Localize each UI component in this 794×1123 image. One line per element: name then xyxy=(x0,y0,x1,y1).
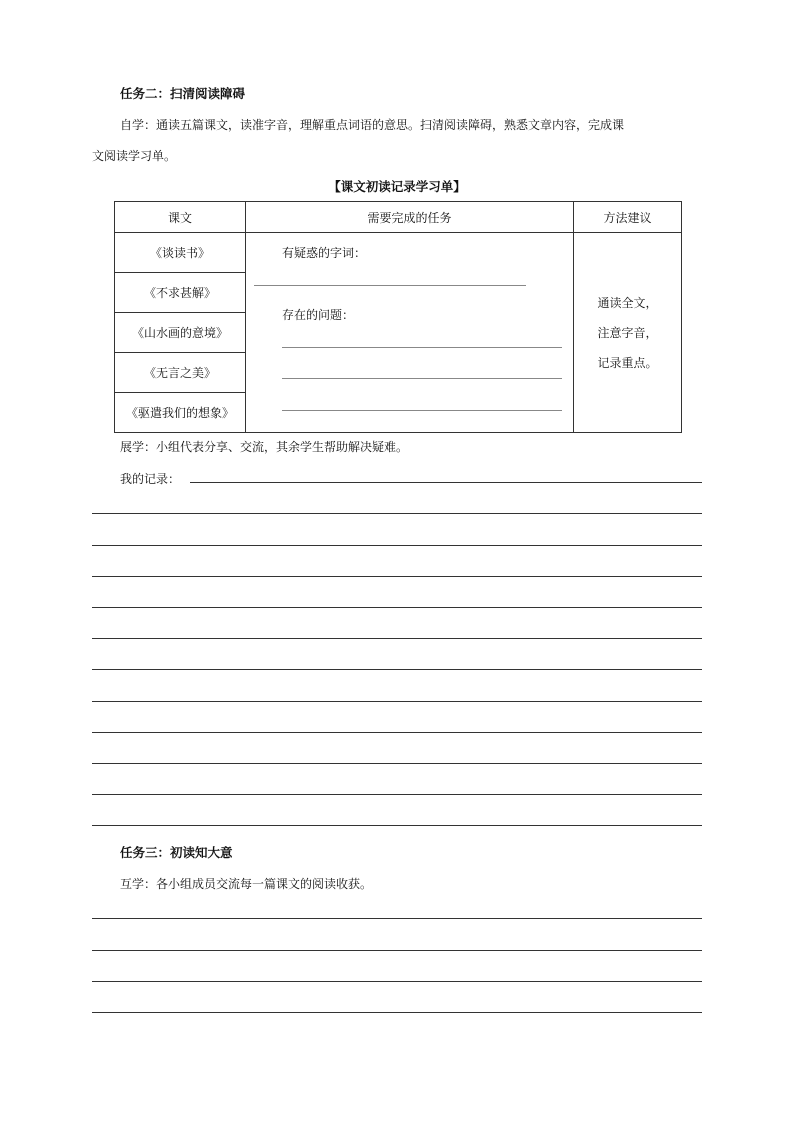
writing-line[interactable] xyxy=(92,732,702,733)
writing-line[interactable] xyxy=(92,763,702,764)
lesson-cell: 《无言之美》 xyxy=(115,353,246,393)
writing-line[interactable] xyxy=(92,669,702,670)
mutual-study-text: 互学：各小组成员交流每一篇课文的阅读收获。 xyxy=(120,877,373,891)
task2-heading: 任务二：扫清阅读障碍 xyxy=(120,86,246,101)
questions-label: 存在的问题： xyxy=(282,308,355,322)
header-method: 方法建议 xyxy=(574,202,682,233)
doubt-words-label: 有疑惑的字词： xyxy=(282,246,367,260)
method-line: 通读全文， xyxy=(597,295,658,310)
method-line: 注意字音， xyxy=(597,325,658,340)
writing-line[interactable] xyxy=(92,513,702,514)
writing-line[interactable] xyxy=(92,607,702,608)
questions-answer-line[interactable] xyxy=(282,378,562,379)
method-line: 记录重点。 xyxy=(597,355,658,370)
header-task: 需要完成的任务 xyxy=(246,202,574,233)
questions-answer-line[interactable] xyxy=(282,347,562,348)
writing-line[interactable] xyxy=(92,950,702,951)
self-study-text-line2: 文阅读学习单。 xyxy=(92,149,177,163)
writing-line[interactable] xyxy=(92,701,702,702)
header-lesson: 课文 xyxy=(115,202,246,233)
writing-line[interactable] xyxy=(92,576,702,577)
self-study-text-line1: 自学：通读五篇课文，读准字音，理解重点词语的意思。扫清阅读障碍，熟悉文章内容，完成课 xyxy=(120,118,625,132)
table-header-row xyxy=(115,202,682,233)
lesson-cell: 《山水画的意境》 xyxy=(115,313,246,353)
sheet-title: 【课文初读记录学习单】 xyxy=(328,179,466,194)
writing-line[interactable] xyxy=(92,1012,702,1013)
doubt-words-answer-line[interactable] xyxy=(254,285,526,286)
task3-heading: 任务三：初读知大意 xyxy=(120,845,233,860)
reading-record-table xyxy=(114,201,682,433)
lesson-cell: 《驱遣我们的想象》 xyxy=(115,393,246,433)
my-record-label: 我的记录： xyxy=(120,472,181,486)
writing-line[interactable] xyxy=(92,981,702,982)
lesson-cell: 《谈读书》 xyxy=(115,233,246,273)
my-record-answer-line[interactable] xyxy=(190,482,702,483)
writing-line[interactable] xyxy=(92,918,702,919)
writing-line[interactable] xyxy=(92,825,702,826)
writing-line[interactable] xyxy=(92,794,702,795)
writing-line[interactable] xyxy=(92,545,702,546)
task-cell xyxy=(246,233,574,433)
share-text: 展学：小组代表分享、交流，其余学生帮助解决疑难。 xyxy=(120,440,409,454)
writing-line[interactable] xyxy=(92,638,702,639)
method-cell xyxy=(574,233,682,433)
questions-answer-line[interactable] xyxy=(282,410,562,411)
lesson-cell: 《不求甚解》 xyxy=(115,273,246,313)
table-row xyxy=(115,233,682,273)
